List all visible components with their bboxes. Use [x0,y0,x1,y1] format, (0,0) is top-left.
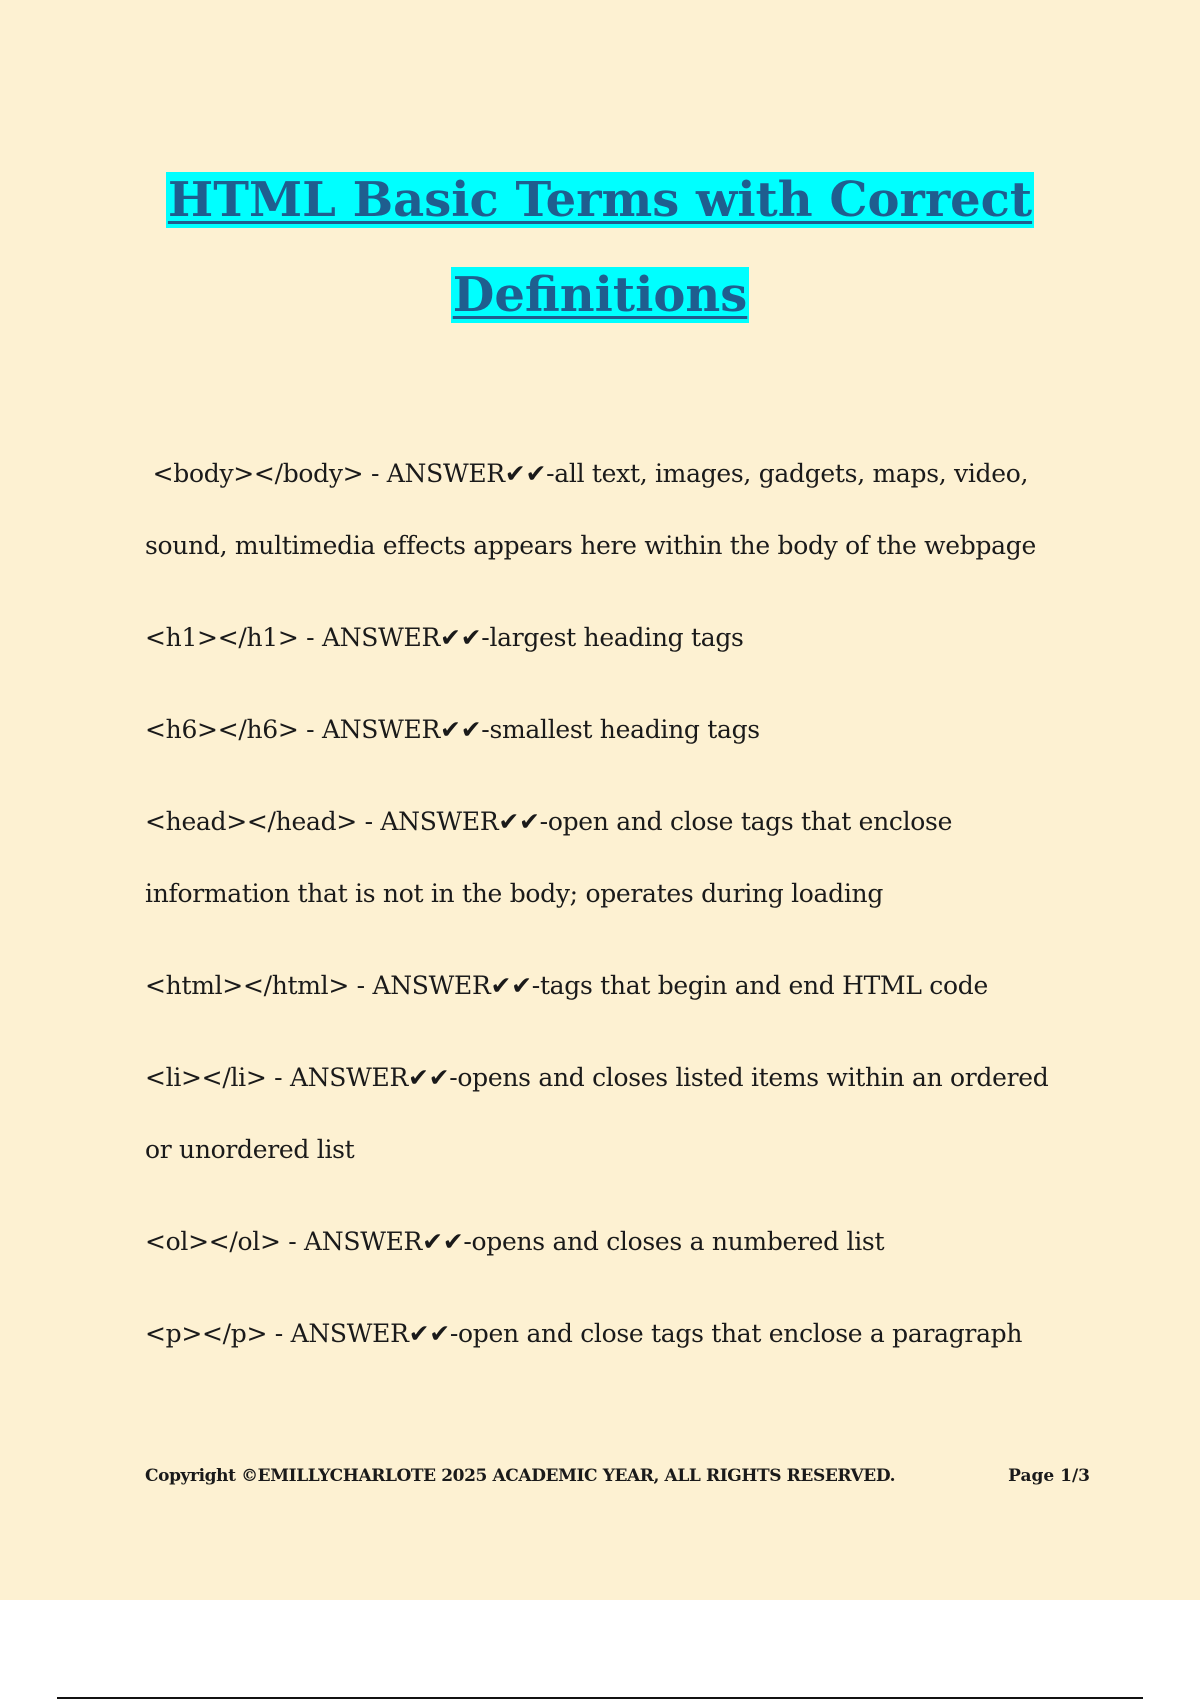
definition: open and close tags that enclose information that is not in the body; operates during loading [145,807,953,908]
answer-label: - ANSWER✔✔- [267,1319,459,1348]
answer-label: - ANSWER✔✔- [363,459,555,488]
term-entry-ol [145,1206,1075,1278]
title-highlight-1: HTML Basic Terms with Correct [167,172,1033,228]
definition: largest heading tags [489,623,744,652]
term: <h1></h1> [145,623,299,652]
term: <li></li> [145,1063,267,1092]
answer-label: - ANSWER✔✔- [356,807,548,836]
definition: tags that begin and end HTML code [539,971,988,1000]
answer-label: - ANSWER✔✔- [266,1063,458,1092]
term-entry-head [145,786,1075,930]
answer-label: - ANSWER✔✔- [298,715,490,744]
document-title-line-2 [0,265,1200,325]
term-entry-li [145,1042,1075,1186]
definition: smallest heading tags [489,715,760,744]
term-entry-h1 [145,602,1075,674]
term: <p></p> [145,1319,268,1348]
term: <h6></h6> [145,715,299,744]
term: <ol></ol> [145,1227,281,1256]
term-entry-h6 [145,694,1075,766]
answer-label: - ANSWER✔✔- [349,971,540,1000]
page-number: Page 1/3 [1008,1466,1090,1486]
term: <head></head> [145,807,357,836]
title-highlight-2: Definitions [452,267,748,323]
definition: opens and closes listed items within an ordered or unordered list [145,1063,1049,1164]
answer-label: - ANSWER✔✔- [280,1227,472,1256]
definition: open and close tags that enclose a paragraph [458,1319,1023,1348]
term-entry-html [145,950,1075,1022]
term-entry-body [145,438,1075,582]
term-entry-p [145,1298,1075,1370]
term: <html></html> [145,971,350,1000]
definition: opens and closes a numbered list [471,1227,885,1256]
copyright-notice: Copyright ©EMILLYCHARLOTE 2025 ACADEMIC YEAR, ALL RIGHTS RESERVED. [145,1466,896,1486]
term: <body></body> [152,459,364,488]
bottom-divider [57,1697,1143,1699]
definition: all text, images, gadgets, maps, video, sound, multimedia effects appears here within the body of the webpage [145,459,1036,560]
term-list [145,438,1075,1390]
document-title-line-1 [0,170,1200,230]
answer-label: - ANSWER✔✔- [298,623,490,652]
